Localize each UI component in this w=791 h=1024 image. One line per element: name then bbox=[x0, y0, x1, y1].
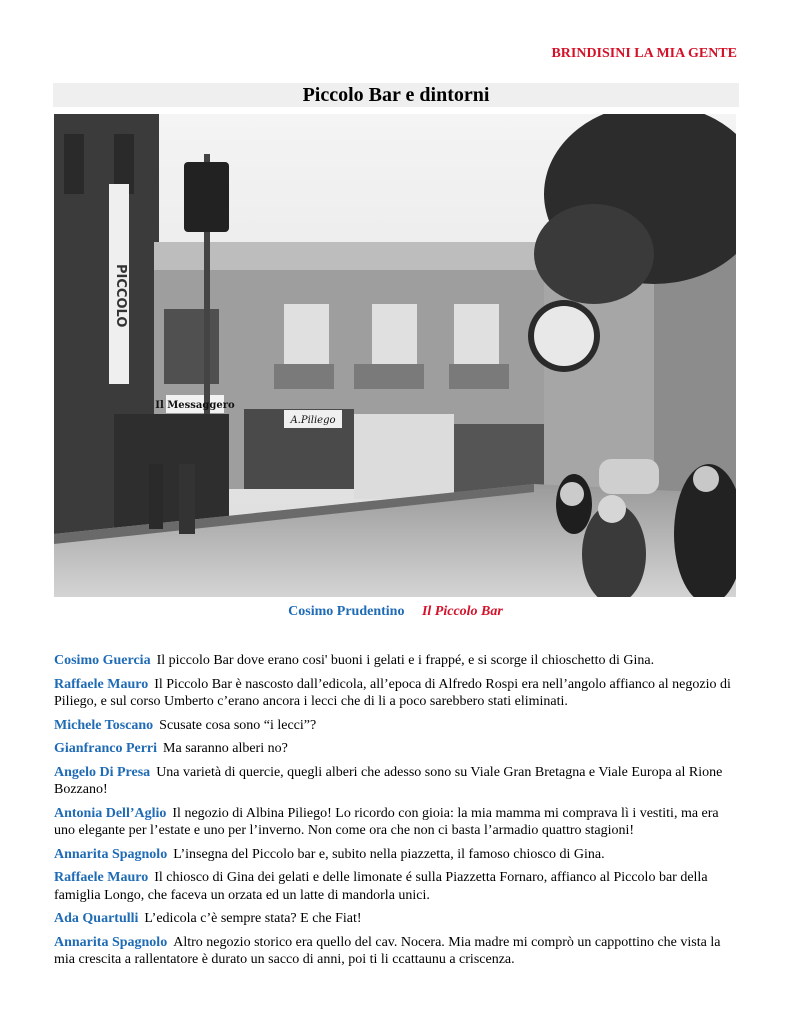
page-title: Piccolo Bar e dintorni bbox=[302, 84, 490, 106]
comment-item bbox=[54, 764, 738, 799]
comment-author: Cosimo Guercia bbox=[54, 653, 151, 668]
comment-item bbox=[54, 869, 738, 904]
photo-caption bbox=[0, 604, 791, 620]
caption-title: Il Piccolo Bar bbox=[421, 604, 503, 619]
comment-item bbox=[54, 805, 738, 840]
comment-text: Scusate cosa sono “i lecci”? bbox=[159, 717, 317, 733]
photo-sign-messaggero: Il Messaggero bbox=[155, 400, 235, 411]
comment-item bbox=[54, 740, 738, 758]
comment-item bbox=[54, 910, 738, 928]
comment-text: L’edicola c’è sempre stata? E che Fiat! bbox=[144, 911, 362, 926]
comment-item bbox=[54, 934, 738, 969]
comment-text: Ma saranno alberi no? bbox=[163, 741, 288, 756]
photo-sign-piliego: A.Piliego bbox=[290, 415, 336, 426]
comment-text: Il piccolo Bar dove erano cosi' buoni i gelati e i frappé, e si scorge il chioschetto di Gina. bbox=[156, 653, 655, 668]
comment-item bbox=[54, 717, 738, 735]
comment-text: Il Piccolo Bar è nascosto dall’edicola, all’epoca di Alfredo Rospi era nell’angolo affianco al negozio di Piliego, e sul corso Umberto c’erano ancora i lecci che di li a poco sarebbero stati eliminati. bbox=[54, 676, 731, 709]
photo-sign-piccolo: PICCOLO bbox=[113, 264, 128, 328]
comment-author: Ada Quartulli bbox=[54, 911, 139, 926]
comment-text: Una varietà di quercie, quegli alberi che adesso sono su Viale Gran Bretagna e Viale Europa al Rione Bozzano! bbox=[54, 764, 723, 797]
comment-author: Michele Toscano bbox=[54, 717, 154, 733]
comment-item bbox=[54, 652, 738, 670]
comment-text: Il negozio di Albina Piliego! Lo ricordo con gioia: la mia mamma mi comprava lì i vestiti, ma era uno elegante per l’estate e uno per l’inverno. Non come ora che non ci basta l’armadio quattro stagioni! bbox=[54, 805, 719, 838]
comment-text: Il chiosco di Gina dei gelati e delle limonate é sulla Piazzetta Fornaro, affianco al Piccolo bar della famiglia Longo, che faceva un orzata ed un latte di mandorla unici. bbox=[54, 870, 708, 903]
title-bar bbox=[53, 83, 739, 107]
site-brand: BRINDISINI LA MIA GENTE bbox=[551, 46, 737, 61]
comment-item bbox=[54, 676, 738, 711]
comment-author: Angelo Di Presa bbox=[54, 764, 151, 780]
comment-author: Raffaele Mauro bbox=[54, 676, 149, 692]
street-scene-photo-icon bbox=[54, 114, 736, 597]
comment-item bbox=[54, 846, 738, 864]
comment-author: Antonia Dell’Aglio bbox=[54, 805, 167, 821]
comment-text: L’insegna del Piccolo bar e, subito nella piazzetta, il famoso chiosco di Gina. bbox=[173, 846, 605, 862]
caption-author: Cosimo Prudentino bbox=[288, 604, 405, 619]
comment-text: Altro negozio storico era quello del cav. Nocera. Mia madre mi comprò un cappottino che vista la mia crescita a rallentatore è durato un sacco di anni, poi ti li ccattaunu a criscenza. bbox=[54, 934, 721, 967]
comment-author: Gianfranco Perri bbox=[54, 741, 158, 756]
comment-author: Annarita Spagnolo bbox=[54, 846, 168, 862]
street-photo bbox=[54, 114, 736, 597]
comment-author: Annarita Spagnolo bbox=[54, 934, 168, 950]
comment-list bbox=[54, 652, 738, 975]
comment-author: Raffaele Mauro bbox=[54, 870, 149, 885]
